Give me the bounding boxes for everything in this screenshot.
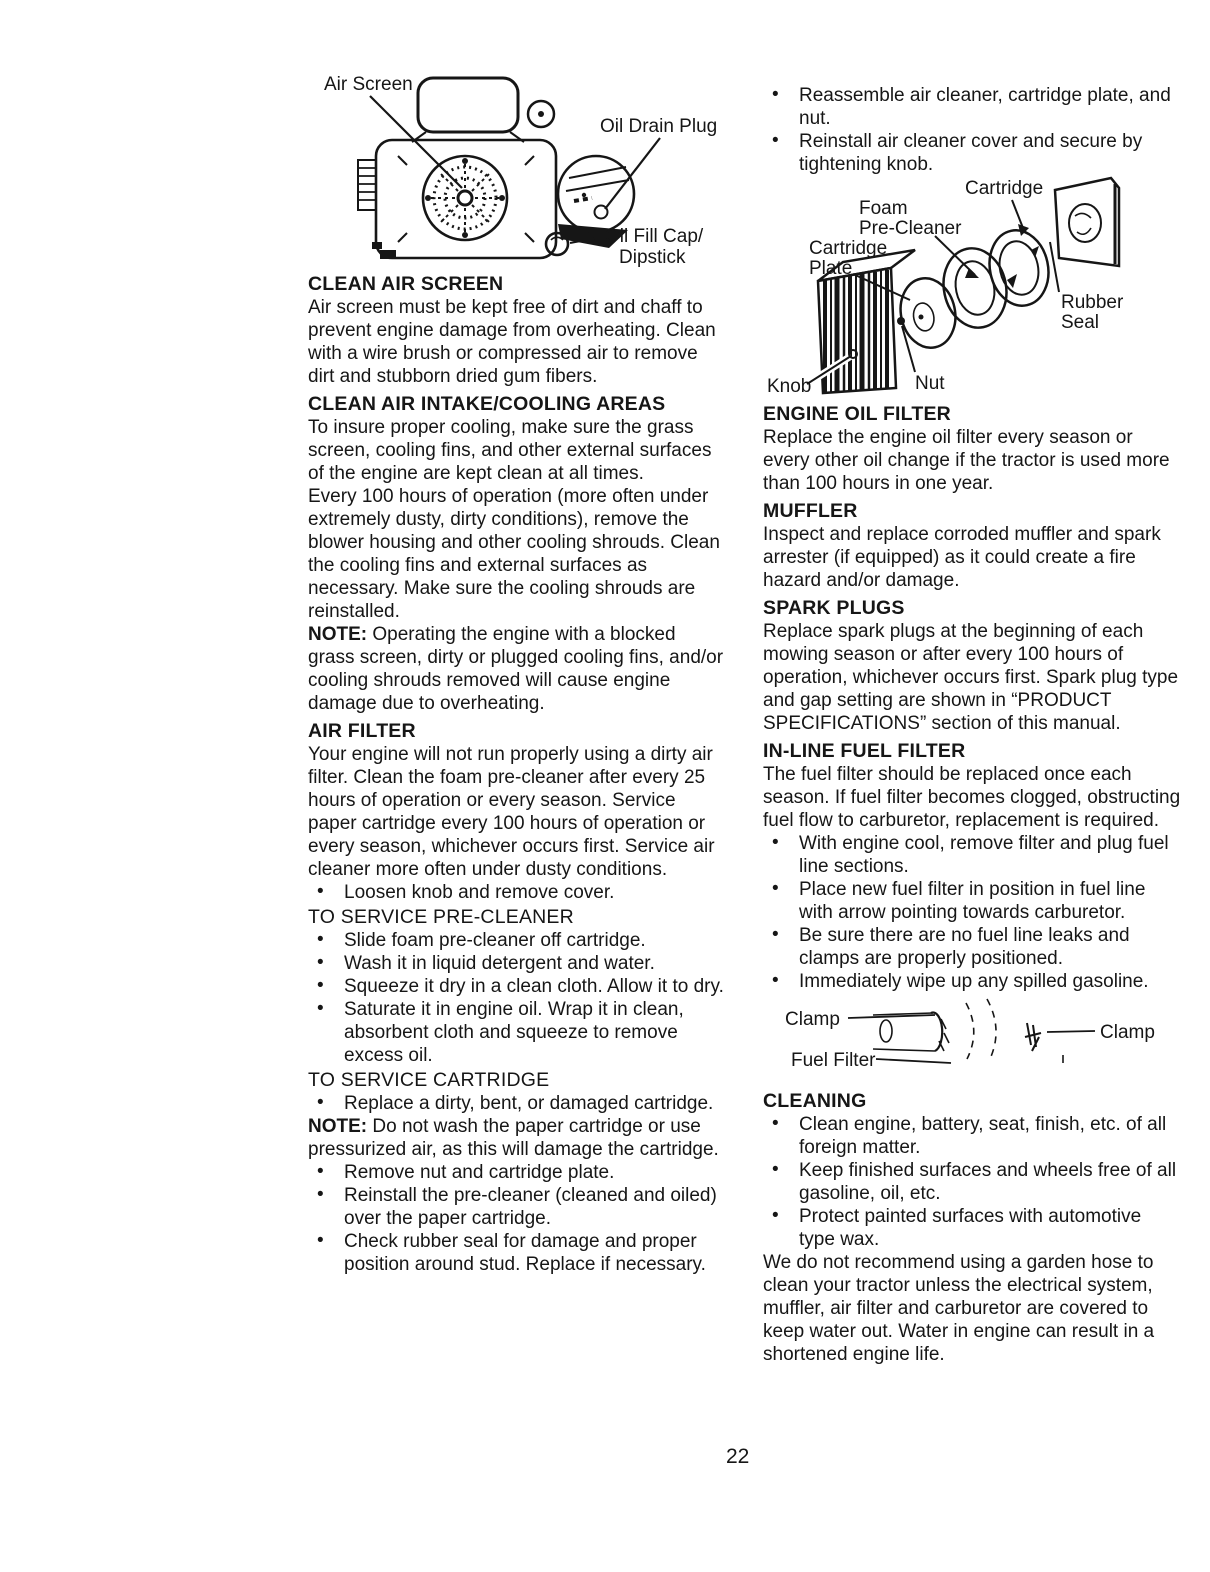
aircleaner-label-nut: Nut <box>915 373 945 394</box>
bullet-item <box>763 1113 1181 1159</box>
bullet-text: Saturate it in engine oil. Wrap it in clean, absorbent cloth and squeeze to remove excess oil. <box>344 999 684 1066</box>
fuel-filter-figure <box>763 993 1181 1085</box>
engine-label-dipstick: Dipstick <box>619 247 686 268</box>
bullet-item <box>308 1161 726 1184</box>
bullet-text: Keep finished surfaces and wheels free of all gasoline, oil, etc. <box>799 1160 1177 1204</box>
right-column <box>763 62 1181 1366</box>
bullet-text: Immediately wipe up any spilled gasoline. <box>799 971 1149 992</box>
paragraph: We do not recommend using a garden hose to clean your tractor unless the electrical system, muffler, air filter and carburetor are covered to keep water out. Water in engine can result in a shortened engine life. <box>763 1252 1155 1365</box>
bullet-item <box>308 998 726 1067</box>
section-heading: MUFFLER <box>763 500 858 522</box>
bullet-text: Check rubber seal for damage and proper position around stud. Replace if necessary. <box>344 1231 706 1275</box>
bullet-item <box>308 881 726 904</box>
bullet-text: With engine cool, remove filter and plug fuel line sections. <box>799 833 1169 877</box>
bullet-item <box>308 1184 726 1230</box>
bullet-item <box>763 878 1181 924</box>
fuelfilter-label-clamp-right: Clamp <box>1100 1022 1155 1043</box>
note-lead: NOTE: <box>308 624 373 645</box>
fuelfilter-label-clamp-left: Clamp <box>785 1009 840 1030</box>
bullet-item <box>308 929 726 952</box>
aircleaner-label-cartridge: Cartridge <box>965 178 1044 199</box>
air-cleaner-figure <box>763 176 1181 398</box>
bullet-dot: • <box>772 1159 779 1180</box>
bullet-dot: • <box>317 929 324 950</box>
paragraph: Air screen must be kept free of dirt and chaff to prevent engine damage from overheating. Clean with a wire brush or compressed air to remove dirt and stubborn dried gum fibers. <box>308 297 716 387</box>
paragraph: NOTE: Operating the engine with a blocked grass screen, dirty or plugged cooling fins, and/or cooling shrouds removed will cause engine damage due to overheating. <box>308 624 724 714</box>
section-heading: IN-LINE FUEL FILTER <box>763 740 966 762</box>
paragraph: Replace the engine oil filter every season or every other oil change if the tractor is used more than 100 hours in one year. <box>763 427 1170 494</box>
note-lead: NOTE: <box>308 1116 373 1137</box>
paragraph: Replace spark plugs at the beginning of each mowing season or after every 100 hours of operation, whichever occurs first. Spark plug type and gap setting are shown in “PRODUCT SPECIFICATIONS” section of this manual. <box>763 621 1179 734</box>
bullet-dot: • <box>772 924 779 945</box>
right-column-bottom-text <box>763 1090 1181 1366</box>
air-cleaner-illustration <box>763 176 1181 398</box>
bullet-dot: • <box>772 84 779 105</box>
paragraph: NOTE: Do not wash the paper cartridge or use pressurized air, as this will damage the cartridge. <box>308 1116 719 1160</box>
engine-label-air-screen: Air Screen <box>324 74 413 95</box>
bullet-dot: • <box>317 1184 324 1205</box>
bullet-text: Protect painted surfaces with automotive type wax. <box>799 1206 1142 1250</box>
paragraph: The fuel filter should be replaced once each season. If fuel filter becomes clogged, obstructing fuel flow to carburetor, replacement is required. <box>763 764 1181 831</box>
page-number: 22 <box>726 1445 750 1468</box>
bullet-item <box>763 84 1181 130</box>
bullet-dot: • <box>317 1092 324 1113</box>
section-heading: SPARK PLUGS <box>763 597 905 619</box>
engine-label-oil-drain-plug: Oil Drain Plug <box>600 116 718 137</box>
right-column-mid-text <box>763 403 1181 993</box>
paragraph: Your engine will not run properly using a dirty air filter. Clean the foam pre-cleaner after every 25 hours of operation or every season. Service paper cartridge every 100 hours of operation or every season, whichever occurs first. Service air cleaner more often under dusty conditions. <box>308 744 715 880</box>
bullet-dot: • <box>772 1113 779 1134</box>
aircleaner-label-knob: Knob <box>767 376 812 397</box>
section-heading: CLEANING <box>763 1090 867 1112</box>
bullet-text: Be sure there are no fuel line leaks and clamps are properly positioned. <box>799 925 1130 969</box>
right-column-top-text <box>763 84 1181 176</box>
bullet-dot: • <box>317 975 324 996</box>
fuelfilter-label-fuel-filter: Fuel Filter <box>791 1050 876 1071</box>
bullet-item <box>763 924 1181 970</box>
section-heading: CLEAN AIR SCREEN <box>308 273 504 295</box>
section-heading: AIR FILTER <box>308 720 416 742</box>
bullet-text: Remove nut and cartridge plate. <box>344 1162 615 1183</box>
bullet-item <box>763 1205 1181 1251</box>
paragraph: Inspect and replace corroded muffler and spark arrester (if equipped) as it could create a fire hazard and/or damage. <box>763 524 1161 591</box>
left-column <box>308 62 726 1276</box>
bullet-dot: • <box>317 1230 324 1251</box>
aircleaner-label-cartridge-plate1: Cartridge <box>809 238 888 259</box>
bullet-item <box>763 970 1181 993</box>
bullet-item <box>308 1092 726 1115</box>
bullet-dot: • <box>772 832 779 853</box>
paragraph: To insure proper cooling, make sure the grass screen, cooling fins, and other external surfaces of the engine are kept clean at all times. <box>308 417 712 484</box>
bullet-text: Wash it in liquid detergent and water. <box>344 953 655 974</box>
bullet-item <box>763 832 1181 878</box>
bullet-dot: • <box>772 878 779 899</box>
bullet-item <box>308 1230 726 1276</box>
bullet-text: Reassemble air cleaner, cartridge plate, and nut. <box>799 85 1171 129</box>
bullet-text: Slide foam pre-cleaner off cartridge. <box>344 930 646 951</box>
bullet-text: Loosen knob and remove cover. <box>344 882 615 903</box>
aircleaner-label-rubber: Rubber <box>1061 292 1124 313</box>
bullet-text: Clean engine, battery, seat, finish, etc. of all foreign matter. <box>799 1114 1167 1158</box>
bullet-text: Reinstall the pre-cleaner (cleaned and oiled) over the paper cartridge. <box>344 1185 717 1229</box>
bullet-item <box>308 952 726 975</box>
bullet-text: Place new fuel filter in position in fuel line with arrow pointing towards carburetor. <box>799 879 1146 923</box>
section-heading: ENGINE OIL FILTER <box>763 403 951 425</box>
section-heading: CLEAN AIR INTAKE/COOLING AREAS <box>308 393 666 415</box>
aircleaner-label-cartridge-plate2: Plate <box>809 258 853 279</box>
bullet-text: Reinstall air cleaner cover and secure by tightening knob. <box>799 131 1143 175</box>
bullet-dot: • <box>317 881 324 902</box>
bullet-dot: • <box>317 1161 324 1182</box>
bullet-dot: • <box>772 130 779 151</box>
bullet-item <box>763 130 1181 176</box>
engine-figure <box>308 62 726 268</box>
aircleaner-label-seal: Seal <box>1061 312 1100 333</box>
bullet-item <box>308 975 726 998</box>
bullet-text: Replace a dirty, bent, or damaged cartridge. <box>344 1093 714 1114</box>
aircleaner-label-foam: Foam <box>859 198 908 219</box>
paragraph: Every 100 hours of operation (more often under extremely dusty, dirty conditions), remove the blower housing and other cooling shrouds. Clean the cooling fins and external surfaces as necessary. Make sure the cooling shrouds are reinstalled. <box>308 486 720 622</box>
engine-label-oil-fill-cap: Oil Fill Cap/ <box>605 226 704 247</box>
bullet-text: Squeeze it dry in a clean cloth. Allow it to dry. <box>344 976 724 997</box>
bullet-item <box>763 1159 1181 1205</box>
fuel-filter-illustration <box>763 993 1181 1085</box>
left-column-text <box>308 273 726 1276</box>
bullet-dot: • <box>317 998 324 1019</box>
bullet-dot: • <box>317 952 324 973</box>
bullet-dot: • <box>772 970 779 991</box>
engine-illustration <box>308 62 726 268</box>
bullet-dot: • <box>772 1205 779 1226</box>
subheading: TO SERVICE CARTRIDGE <box>308 1069 550 1091</box>
aircleaner-label-precleaner: Pre-Cleaner <box>859 218 962 239</box>
subheading: TO SERVICE PRE-CLEANER <box>308 906 574 928</box>
